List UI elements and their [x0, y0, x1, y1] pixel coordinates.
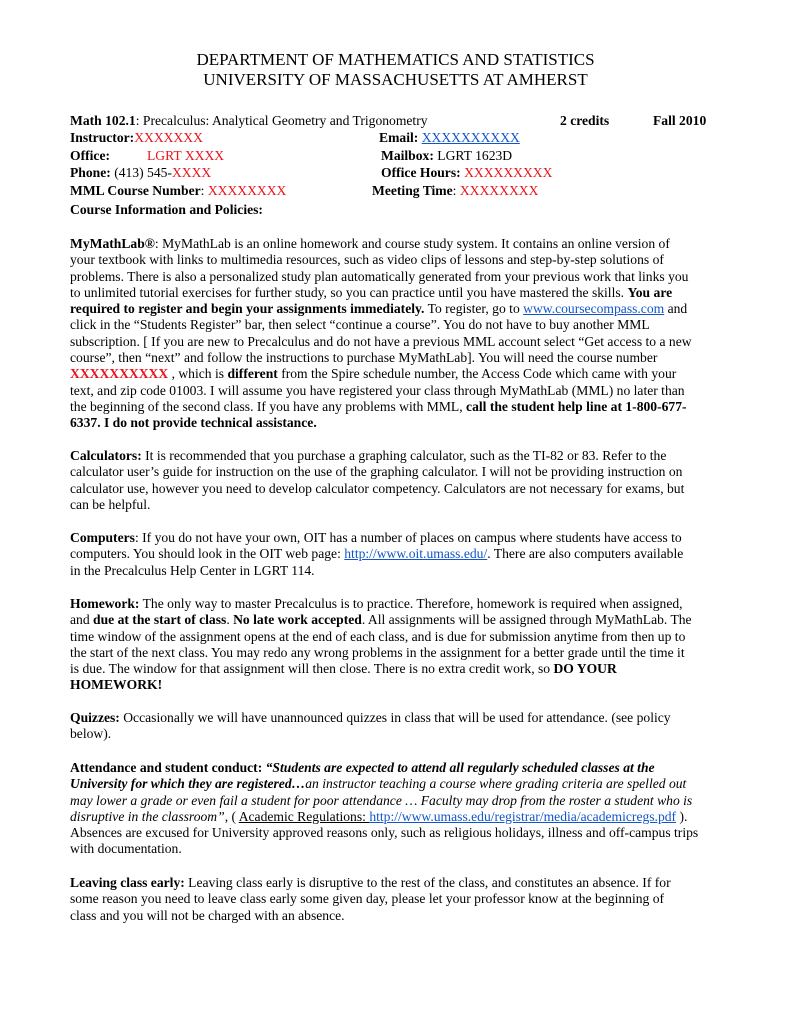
- calculators-label: Calculators:: [70, 448, 142, 463]
- office-row: [70, 147, 740, 164]
- meeting-label: Meeting Time: [372, 183, 453, 198]
- leaving-early-label: Leaving class early:: [70, 875, 185, 890]
- homework-label: Homework:: [70, 596, 140, 611]
- course-code: Math 102.1: [70, 113, 136, 128]
- phone-label: Phone:: [70, 165, 111, 180]
- email-label: Email:: [379, 130, 419, 145]
- mml-value: XXXXXXXX: [207, 183, 287, 198]
- oit-link[interactable]: http://www.oit.umass.edu/: [344, 546, 488, 562]
- policies-heading: Course Information and Policies:: [70, 202, 263, 217]
- leaving-early-section: Leaving class early: Leaving class early is disruptive to the rest of the class, and constitutes an absence. If for some reason you need to leave class early some given day, please let your professor know at the beginning of class and you will not be charged with an absence.: [70, 875, 671, 923]
- homework-section: Homework: The only way to master Precalculus is to practice. Therefore, homework is required when assigned, and due at the start of class. No late work accepted. All assignments will be assigned through MyMathLab. The time window of the assignment opens at the end of each class, and is due for submission anytime from then up to the start of the next class. You may redo any wrong problems in the assignment for a better grade until the time it is due. The window for that assignment will then close. There is no extra credit work, so DO YOUR HOMEWORK!: [70, 596, 692, 693]
- office-hours-value: XXXXXXXXX: [464, 165, 553, 180]
- coursecompass-link[interactable]: www.coursecompass.com: [523, 301, 665, 317]
- instructor-row: [70, 129, 740, 146]
- attendance-section: Attendance and student conduct: “Students are expected to attend all regularly scheduled classes at the University for which they are registered…an instructor teaching a course where grading criteria are spelled out may lower a grade or even fail a student for poor attendance … Faculty may drop from the roster a student who is disruptive in the classroom”, ( Academic Regulations: http://www.umass.edu/registrar/media/academicregs.pdf ). Absences are excused for University approved reasons only, such as religious holidays, illness and off-campus trips with documentation.: [70, 760, 699, 857]
- calculators-section: Calculators: It is recommended that you purchase a graphing calculator, such as the TI-82 or 83. Refer to the calculator user’s guide for instruction on the use of the graphing calculator. I will not be providing instruction on calculator use, however you need to develop calculator competency. Calculators are not necessary for exams, but can be helpful.: [70, 448, 685, 512]
- instructor-value: XXXXXXX: [134, 130, 203, 145]
- phone-prefix: (413) 545-: [114, 165, 172, 180]
- office-label: Office:: [70, 148, 110, 163]
- course-number-redacted: XXXXXXXXXX: [70, 366, 169, 382]
- course-credits: 2 credits: [560, 113, 610, 128]
- computers-section: Computers: If you do not have your own, OIT has a number of places on campus where students have access to computers. You should look in the OIT web page: http://www.oit.umass.edu/. There are also computers available in the Precalculus Help Center in LGRT 114.: [70, 530, 684, 578]
- course-title: : Precalculus: Analytical Geometry and Trigonometry: [135, 113, 428, 128]
- computers-label: Computers: [70, 530, 135, 545]
- instructor-label: Instructor:: [70, 130, 135, 145]
- mml-row: MML Course Number: XXXXXXXX Meeting Time: XXXXXXXX: [70, 183, 539, 198]
- email-link[interactable]: XXXXXXXXXX: [421, 130, 520, 145]
- phone-row: [70, 164, 740, 181]
- mymathlab-label: MyMathLab®: [70, 236, 155, 251]
- attendance-label: Attendance and student conduct:: [70, 760, 266, 775]
- university-heading: UNIVERSITY OF MASSACHUSETTS AT AMHERST: [203, 70, 588, 89]
- quizzes-section: Quizzes: Occasionally we will have unannounced quizzes in class that will be used for attendance. (see policy below).: [70, 710, 671, 742]
- academic-regulations-link[interactable]: http://www.umass.edu/registrar/media/academicregs.pdf: [369, 808, 677, 824]
- mml-label: MML Course Number: [70, 183, 201, 198]
- quizzes-label: Quizzes:: [70, 710, 120, 725]
- office-value: LGRT XXXX: [147, 148, 225, 163]
- course-term: Fall 2010: [653, 113, 707, 128]
- department-heading: DEPARTMENT OF MATHEMATICS AND STATISTICS: [196, 50, 595, 69]
- phone-value: XXXX: [171, 165, 212, 180]
- mailbox-label: Mailbox:: [381, 148, 434, 163]
- course-line: [70, 112, 740, 129]
- mailbox-value: LGRT 1623D: [437, 148, 513, 163]
- office-hours-label: Office Hours:: [381, 165, 461, 180]
- mymathlab-section: MyMathLab®: MyMathLab is an online homework and course study system. It contains an online version of your textbook with links to multimedia resources, such as video clips of lessons and step-by-step solutions of problems. There is also a personalized study plan automatically generated from your previous work that links you to unlimited tutorial exercises for further study, so you can practice until you have mastered the skills. You are required to register and begin your assignments immediately. To register, go to www.coursecompass.com and click in the “Students Register” bar, then select “continue a course”. You do not have to buy another MML subscription. [ If you are new to Precalculus and do not have a previous MML account select “Get access to a new course”, then “next” and follow the instructions to purchase MyMathLab]. You will need the course number XXXXXXXXXX , which is different from the Spire schedule number, the Access Code which came with your text, and zip code 01003. I will assume you have registered your class through MyMathLab (MML) no later than the beginning of the second class. If you have any problems with MML, call the student help line at 1-800-677- 6337. I do not provide technical assistance.: [70, 236, 692, 431]
- meeting-value: XXXXXXXX: [459, 183, 539, 198]
